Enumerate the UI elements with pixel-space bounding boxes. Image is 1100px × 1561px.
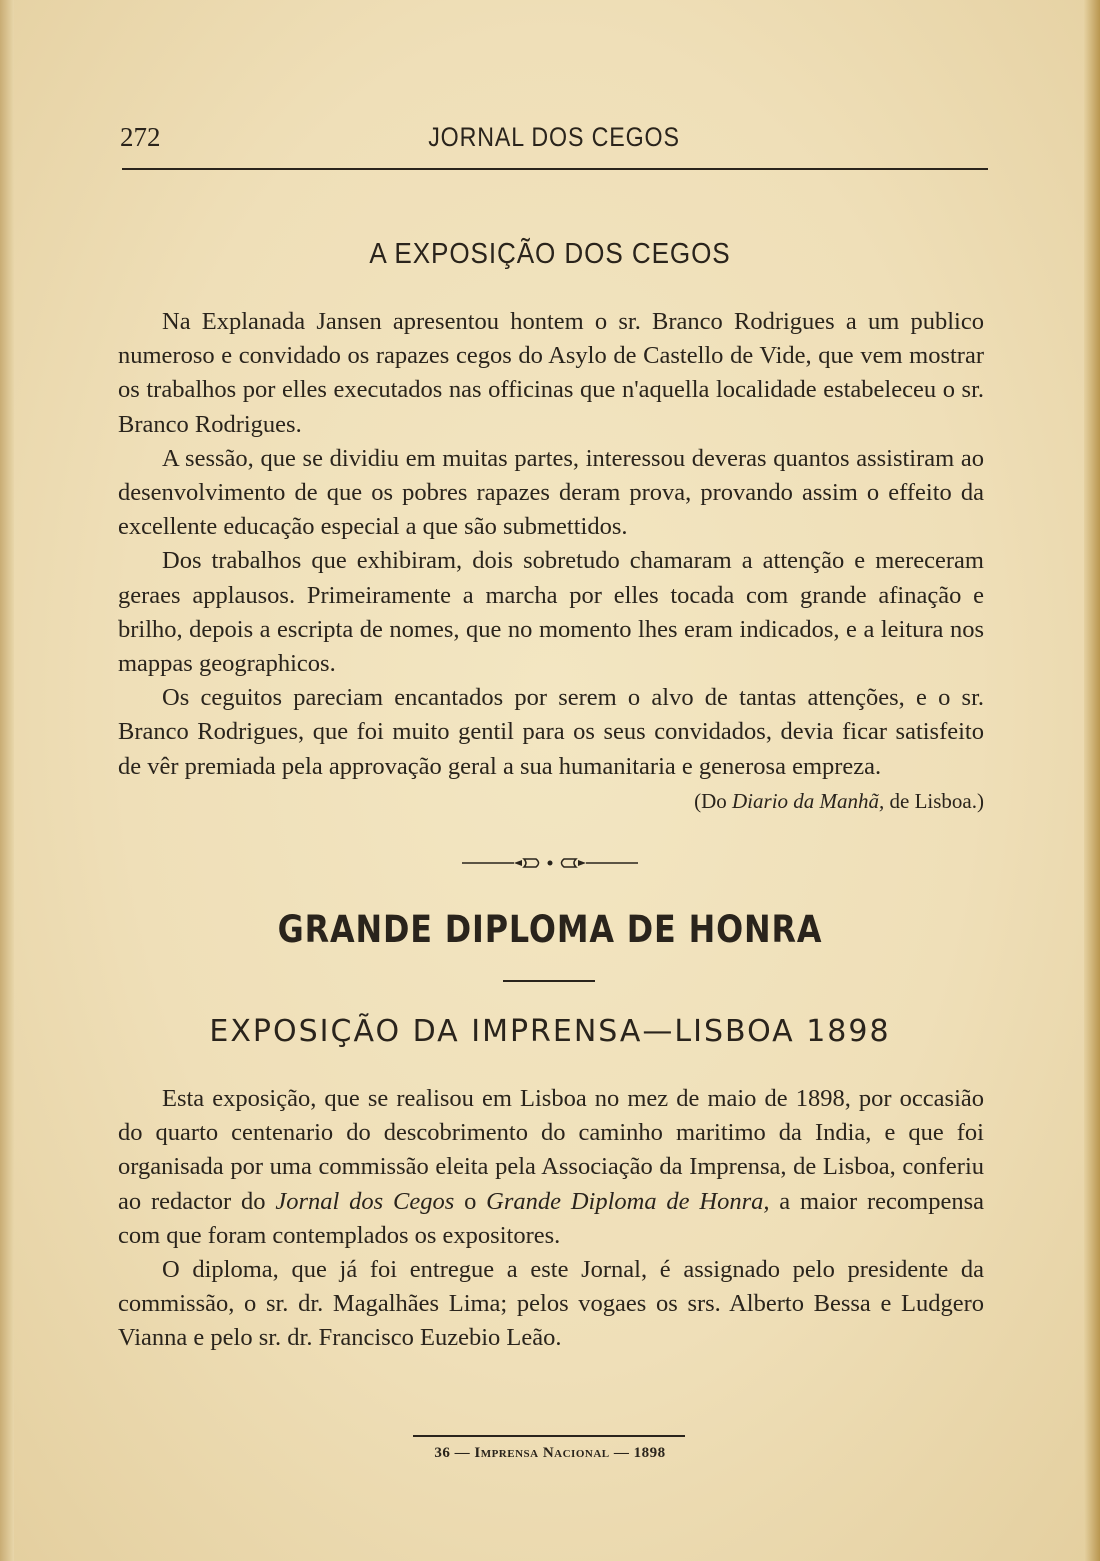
source-prefix: (Do xyxy=(694,788,733,813)
italic-text: Jornal dos Cegos xyxy=(275,1187,455,1215)
section-subtitle: EXPOSIÇÃO DA IMPRENSA—LISBOA 1898 xyxy=(209,1014,891,1049)
source-suffix: de Lisboa.) xyxy=(884,788,984,813)
article-title: A EXPOSIÇÃO DOS CEGOS xyxy=(369,238,731,270)
paragraph: O diploma, que já foi entregue a este Jornal, é assignado pelo presidente da commissão, o sr. dr. Magalhães Lima; pelos vogaes os srs. Alberto Bessa e Ludgero Vianna e pelo sr. dr. Francisco Euzebio Leão. xyxy=(118,1256,984,1352)
paragraph: A sessão, que se dividiu em muitas partes, interessou deveras quantos assistiram ao desenvolvimento de que os pobres rapazes deram prova, provando assim o effeito da excellente educação especial a que são submettidos. xyxy=(118,444,984,541)
paragraph xyxy=(118,681,984,813)
italic-text: Grande Diploma de Honra, xyxy=(486,1187,770,1215)
paragraph-text: Os ceguitos pareciam encantados por serem o alvo de tantas attenções, e o sr. Branco Rodrigues, que foi muito gentil para os seus convidados, devia ficar satisfeito de vêr premiada pela approvação geral a sua humanitaria e generosa empreza. xyxy=(118,684,984,780)
paragraph-text: Esta exposição, que se realisou em Lisboa no mez de maio de 1898, por occasião do quarto centenario do descobrimento do caminho maritimo da India, e que foi organisada por uma commissão eleita pela Associação da Imprensa, de Lisboa, conferiu ao redactor do xyxy=(118,1085,984,1215)
page-edge-left xyxy=(0,0,14,1561)
source-citation xyxy=(650,784,984,818)
page-edge-right xyxy=(1084,0,1100,1561)
imprint-text: Imprensa Nacional xyxy=(474,1445,610,1461)
section-body xyxy=(118,1082,984,1356)
printer-imprint: 36 — Imprensa Nacional — 1898 xyxy=(434,1445,666,1461)
page-header xyxy=(120,122,988,162)
running-title: JORNAL DOS CEGOS xyxy=(428,122,680,152)
paragraph xyxy=(118,1082,984,1253)
paragraph: Dos trabalhos que exhibiram, dois sobretudo chamaram a attenção e mereceram geraes applausos. Primeiramente a marcha por elles tocada com grande afinação e brilho, depois a escripta de nomes, que no momento lhes eram indicados, e a leitura nos mappas geographicos. xyxy=(118,547,984,678)
imprint-number: 36 xyxy=(434,1445,451,1461)
source-title: Diario da Manhã, xyxy=(732,788,885,813)
paragraph-text: a maior recompensa com que foram contemplados os expositores. xyxy=(118,1187,984,1249)
header-rule xyxy=(122,168,988,170)
article-body xyxy=(118,305,984,818)
section-title: GRANDE DIPLOMA DE HONRA xyxy=(277,908,823,951)
footer-rule xyxy=(413,1435,685,1437)
title-rule xyxy=(503,980,595,982)
imprint-year: 1898 xyxy=(633,1445,666,1461)
ornament-divider xyxy=(462,852,638,874)
paragraph: Na Explanada Jansen apresentou hontem o sr. Branco Rodrigues a um publico numeroso e convidado os rapazes cegos do Asylo de Castello de Vide, que vem mostrar os trabalhos por elles executados nas officinas que n'aquella localidade estabeleceu o sr. Branco Rodrigues. xyxy=(118,308,984,438)
paragraph-text: o xyxy=(454,1187,487,1215)
page-number: 272 xyxy=(120,122,161,152)
